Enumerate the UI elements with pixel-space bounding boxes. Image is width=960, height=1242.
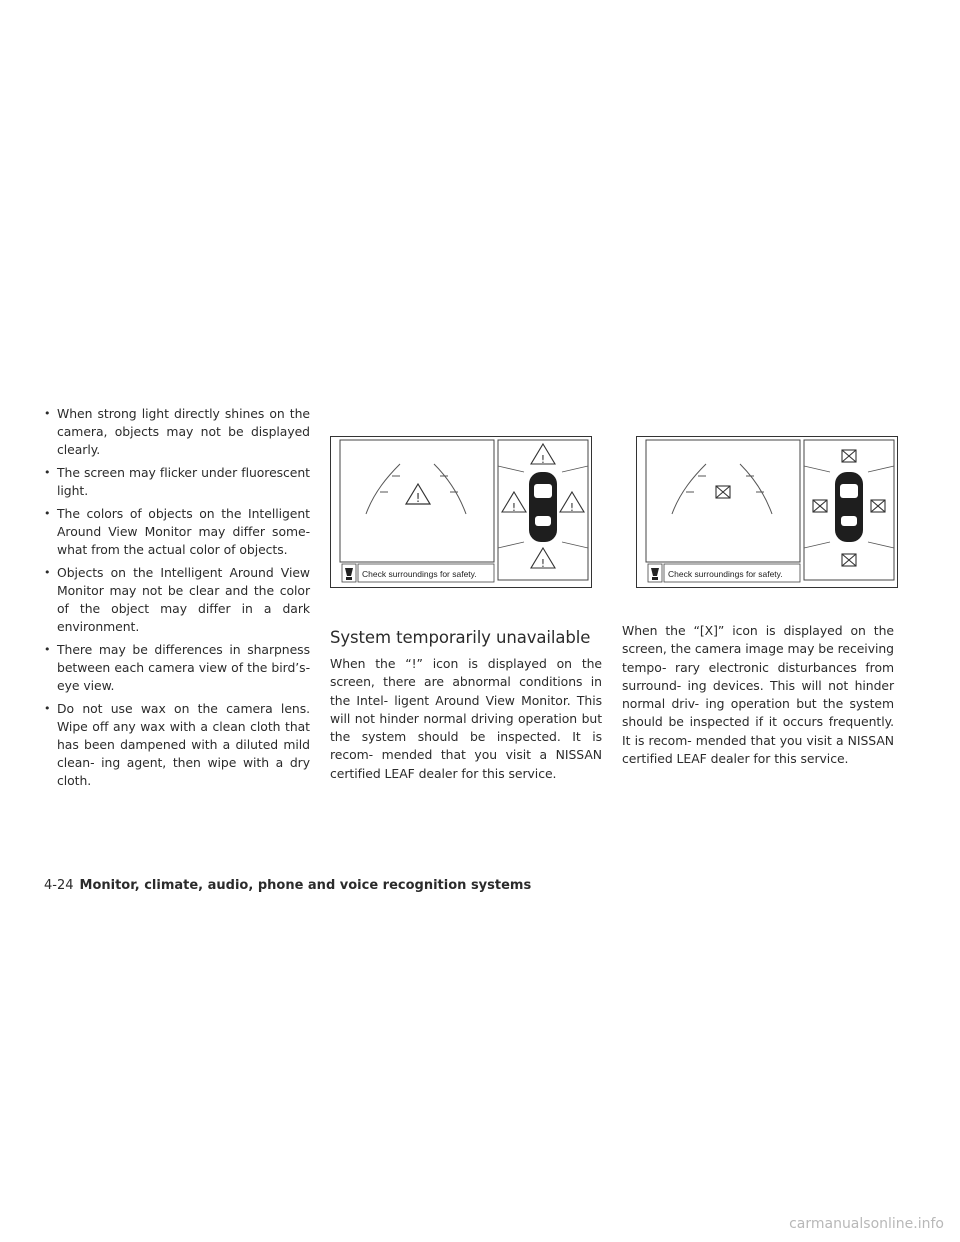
page-footer	[44, 878, 531, 893]
svg-text:!: !	[540, 557, 546, 570]
section-column	[330, 436, 602, 783]
list-item: • When strong light directly shines on the camera, objects may not be displayed clearly.	[44, 405, 310, 459]
monitor-screen-illustration	[636, 436, 898, 588]
monitor-screen-illustration	[330, 436, 592, 588]
list-item: • Do not use wax on the camera lens. Wipe off any wax with a clean cloth that has been dampened with a diluted mild clean- ing agent, then wipe with a dry cloth.	[44, 700, 310, 790]
precautions-list	[44, 405, 310, 790]
car-icon	[835, 472, 863, 542]
camera-icon	[648, 564, 662, 582]
monitor-caption: Check surroundings for safety.	[362, 569, 477, 579]
svg-text:!: !	[511, 501, 517, 514]
svg-text:!: !	[540, 453, 546, 466]
paragraph-crossed-icon: When the “[X]” icon is displayed on the screen, the camera image may be receiving tempo- rary electronic disturbances from surround- ing devices. This will not hinder normal driv- ing operation but the system should be inspected if it occurs frequently. It is recom- mended that you visit a NISSAN certified LEAF dealer for this service.	[622, 623, 894, 767]
section-heading: System temporarily unavailable	[330, 628, 591, 647]
svg-text:!: !	[415, 491, 421, 505]
list-item: • Objects on the Intelligent Around View Monitor may not be clear and the color of the object may differ in a dark environment.	[44, 564, 310, 636]
list-item: • The colors of objects on the Intelligent Around View Monitor may differ some- what from the actual color of objects.	[44, 505, 310, 559]
list-item: • There may be differences in sharpness between each camera view of the bird’s- eye view.	[44, 641, 310, 695]
svg-text:!: !	[569, 501, 575, 514]
watermark: carmanualsonline.info	[789, 1216, 944, 1232]
car-icon	[529, 472, 557, 542]
chapter-title: Monitor, climate, audio, phone and voice recognition systems	[79, 878, 532, 893]
page-number: 4-24	[44, 878, 74, 893]
list-item: • The screen may flicker under fluorescent light.	[44, 464, 310, 500]
section-column-right	[622, 436, 894, 768]
monitor-figure-warning	[330, 436, 602, 588]
monitor-figure-crossed	[636, 436, 898, 588]
paragraph-warning-icon: When the “!” icon is displayed on the screen, there are abnormal conditions in the Intel- ligent Around View Monitor. This will not hinder normal driving operation but the system should be inspected. It is recom- mended that you visit a NISSAN certified LEAF dealer for this service.	[330, 656, 602, 781]
camera-icon	[342, 564, 356, 582]
monitor-caption: Check surroundings for safety.	[668, 569, 783, 579]
bullet-column	[44, 405, 310, 795]
